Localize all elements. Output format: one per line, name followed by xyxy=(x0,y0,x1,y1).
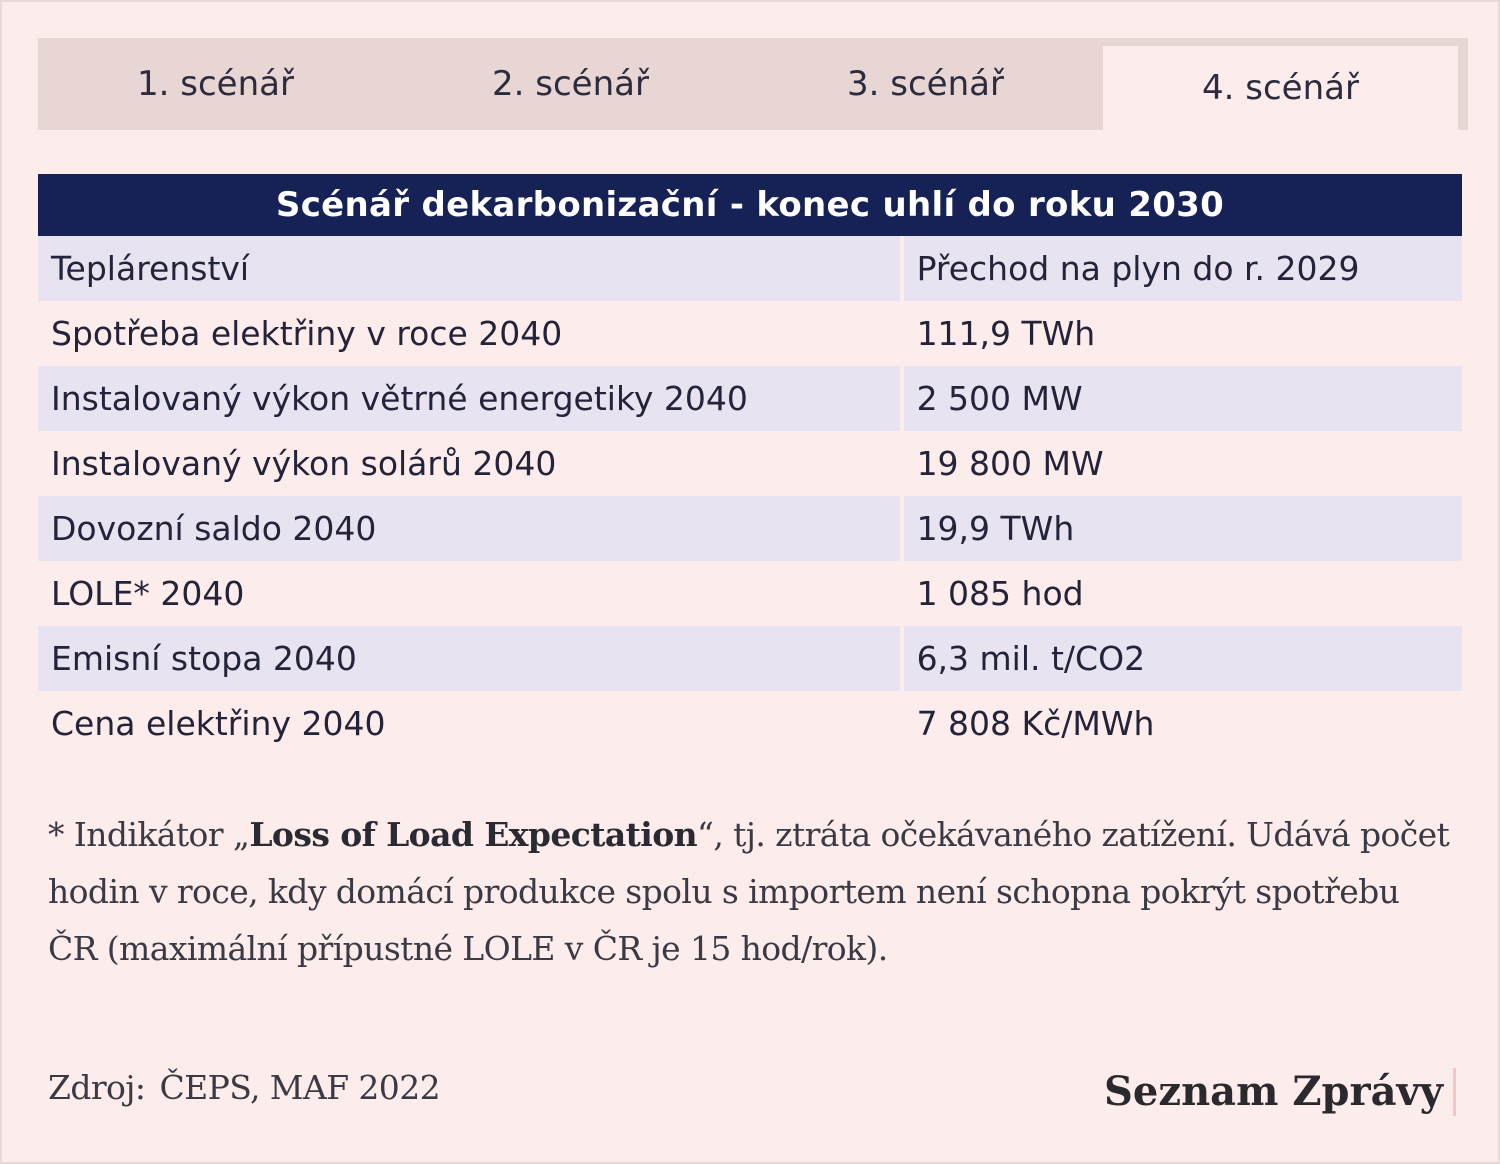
row-value: 2 500 MW xyxy=(904,366,1462,431)
tab-scenario-3[interactable]: 3. scénář xyxy=(847,64,1004,104)
row-value: 6,3 mil. t/CO2 xyxy=(904,626,1462,691)
row-label: Spotřeba elektřiny v roce 2040 xyxy=(38,301,900,366)
table-row xyxy=(38,236,1462,301)
row-value: Přechod na plyn do r. 2029 xyxy=(904,236,1462,301)
scenario-table xyxy=(38,174,1462,756)
table-title: Scénář dekarbonizační - konec uhlí do roku 2030 xyxy=(38,174,1462,236)
row-value: 111,9 TWh xyxy=(904,301,1462,366)
row-label: Teplárenství xyxy=(38,236,900,301)
tab-scenario-2[interactable]: 2. scénář xyxy=(492,64,649,104)
row-label: Instalovaný výkon větrné energetiky 2040 xyxy=(38,366,900,431)
footnote-term: Loss of Load Expectation xyxy=(249,815,698,854)
table-row xyxy=(38,496,1462,561)
table-row xyxy=(38,561,1462,626)
footnote-prefix: * Indikátor „ xyxy=(48,815,250,854)
brand-logo: Seznam Zprávy xyxy=(1104,1068,1456,1116)
row-value: 19 800 MW xyxy=(904,431,1462,496)
table-row xyxy=(38,626,1462,691)
row-label: Cena elektřiny 2040 xyxy=(38,691,900,756)
source-label: Zdroj: xyxy=(48,1068,146,1107)
table-row xyxy=(38,301,1462,366)
row-label: LOLE* 2040 xyxy=(38,561,900,626)
footnote-text: “, tj. ztráta očekávaného zatížení. Udává počet hodin v roce, kdy domácí produkce spolu s importem není schopna pokrýt spotřebu ČR (maximální přípustné LOLE v ČR je 15 hod/rok). xyxy=(48,815,1450,968)
row-label: Dovozní saldo 2040 xyxy=(38,496,900,561)
row-value: 7 808 Kč/MWh xyxy=(904,691,1462,756)
row-label: Instalovaný výkon solárů 2040 xyxy=(38,431,900,496)
row-value: 19,9 TWh xyxy=(904,496,1462,561)
row-label: Emisní stopa 2040 xyxy=(38,626,900,691)
source-credit xyxy=(48,1068,440,1107)
source-value: ČEPS, MAF 2022 xyxy=(159,1068,440,1107)
scenario-tabs xyxy=(38,38,1468,130)
footnote xyxy=(48,806,1458,977)
table-row xyxy=(38,431,1462,496)
tab-scenario-1[interactable]: 1. scénář xyxy=(137,64,294,104)
tab-scenario-4[interactable]: 4. scénář xyxy=(1103,44,1460,130)
table-row xyxy=(38,366,1462,431)
row-value: 1 085 hod xyxy=(904,561,1462,626)
table-row xyxy=(38,691,1462,756)
